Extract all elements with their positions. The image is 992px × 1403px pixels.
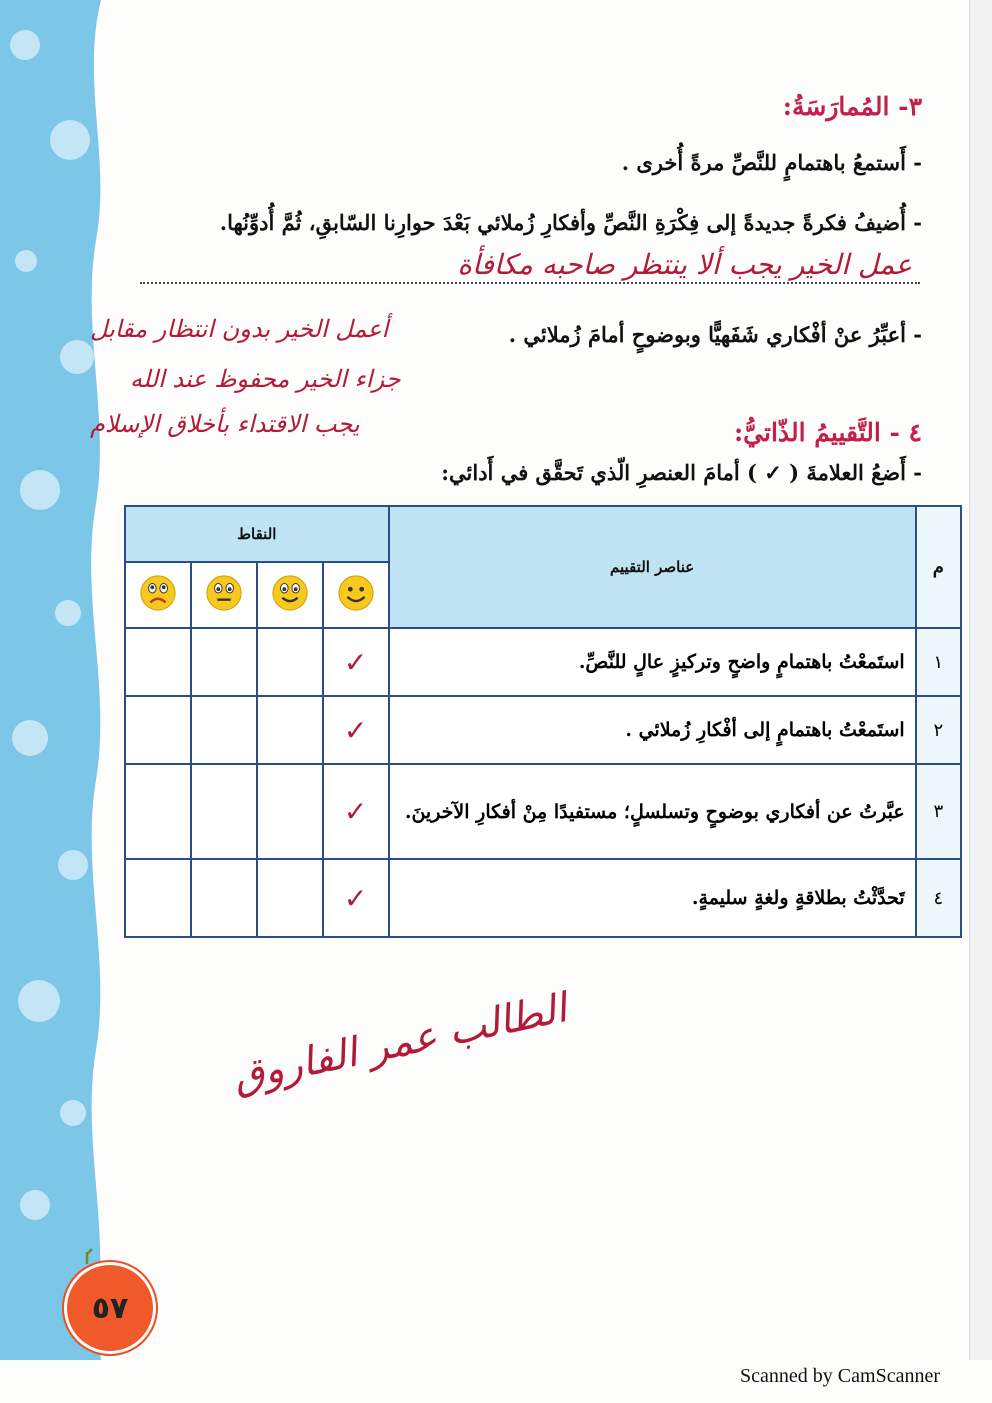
- row-check-mark: ✓: [323, 764, 389, 859]
- handwritten-line1: أعمل الخير بدون انتظار مقابل: [90, 315, 389, 343]
- page-number: ٥٧: [64, 1262, 156, 1354]
- row-criteria: عبَّرتُ عن أفكاري بوضوحٍ وتسلسلٍ؛ مستفيدًا مِنْ أفكارِ الآخرينَ.: [389, 764, 916, 859]
- section4-heading: ٤ - التَّقييمُ الذّاتيُّ:: [733, 418, 922, 447]
- row-check-mark: ✓: [323, 628, 389, 696]
- row-num: ٢: [916, 696, 961, 764]
- header-criteria: عناصر التقييم: [389, 506, 916, 628]
- row-num: ٤: [916, 859, 961, 937]
- section3-item3: - أعبِّرُ عنْ أفْكاري شَفَهيًّا وبوضوحٍ أمامَ زُملائي .: [508, 322, 922, 347]
- decorative-sidebar: [0, 0, 115, 1360]
- row-check-mark: ✓: [323, 696, 389, 764]
- face-sad-icon: [125, 562, 191, 628]
- section3-item1: - أَستمعُ باهتمامٍ للنَّصِّ مرةً أُخرى .: [621, 150, 922, 175]
- section4-instruction: - أَضعُ العلامةَ ( ✓ ) أمامَ العنصرِ الّذي تَحقَّق في أَدائي:: [441, 460, 922, 485]
- table-row: [125, 859, 961, 937]
- handwritten-answer-line: عمل الخير يجب ألا ينتظر صاحبه مكافأة: [457, 248, 912, 281]
- table-row: [125, 628, 961, 696]
- answer-dotted-line: [140, 282, 920, 284]
- face-happy-icon: [257, 562, 323, 628]
- row-criteria: تَحدَّثْتُ بطلاقةٍ ولغةٍ سليمةٍ.: [389, 859, 916, 937]
- section3-heading: ٣- المُمارَسَةُ:: [782, 92, 922, 121]
- face-neutral-icon: [191, 562, 257, 628]
- sidebar-wave-edge: [81, 0, 115, 1360]
- handwritten-line2: جزاء الخير محفوظ عند الله: [130, 365, 401, 393]
- face-very-happy-icon: [323, 562, 389, 628]
- header-points: النقاط: [125, 506, 389, 562]
- row-criteria: استَمعْتُ باهتمامٍ واضحٍ وتركيزٍ عالٍ للنَّصِّ.: [389, 628, 916, 696]
- row-num: ١: [916, 628, 961, 696]
- row-check-mark: ✓: [323, 859, 389, 937]
- row-num: ٣: [916, 764, 961, 859]
- scanner-footer: Scanned by CamScanner: [740, 1365, 940, 1387]
- handwritten-line3: يجب الاقتداء بأخلاق الإسلام: [90, 410, 360, 438]
- self-assessment-table: [124, 505, 962, 938]
- page-right-edge: [969, 0, 992, 1360]
- handwritten-signature: الطالب عمر الفاروق: [228, 985, 571, 1101]
- table-row: [125, 696, 961, 764]
- apple-stem-icon: [80, 1248, 94, 1264]
- section3-item2: - أُضيفُ فكرةً جديدةً إلى فِكْرَةِ النَّصِّ وأفكارِ زُملائي بَعْدَ حوارِنا السّابقِ، ثُمَّ أُدوِّنُها.: [219, 210, 922, 235]
- row-criteria: استَمعْتُ باهتمامٍ إلى أفْكارِ زُملائي .: [389, 696, 916, 764]
- header-num: م: [916, 506, 961, 628]
- table-row: [125, 764, 961, 859]
